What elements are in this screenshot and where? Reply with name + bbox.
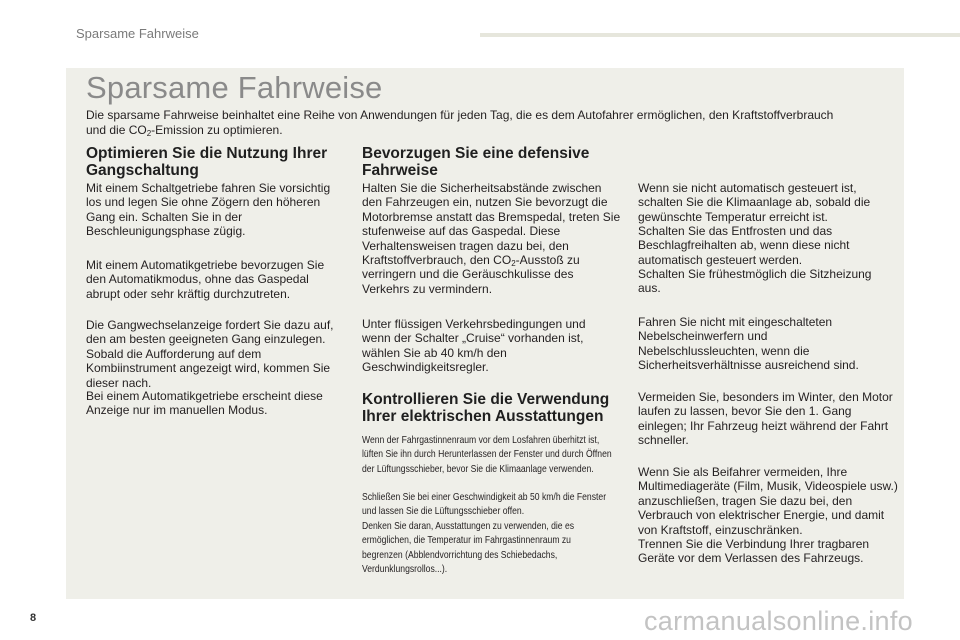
col3-paragraph-1a: Wenn sie nicht automatisch gesteuert ist, schalten Sie die Klimaanlage ab, sobald die gewünschte Temperatur erreicht ist. bbox=[638, 181, 871, 224]
col2-p1-post: -Ausstoß zu verringern und die Geräuschkulisse des Verkehrs zu vermindern. bbox=[362, 253, 580, 296]
intro-line1: Die sparsame Fahrweise beinhaltet eine Reihe von Anwendungen für jeden Tag, die es dem Autofahrer ermöglichen, den Kraftstoffverbrauch bbox=[86, 108, 834, 122]
heading-defensive-fahrweise: Bevorzugen Sie eine defensive Fahrweise bbox=[362, 145, 590, 179]
col2-p1-pre: Halten Sie die Sicherheitsabstände zwischen den Fahrzeugen ein, nutzen Sie bevorzugt die Motorbremse anstatt das Bremspedal, treten Sie stufenweise auf das Gaspedal. Diese Verhaltensweisen tragen dazu bei, den Kraftstoffverbrauch, den CO bbox=[362, 181, 621, 268]
col1-paragraph-2: Mit einem Automatikgetriebe bevorzugen Sie den Automatikmodus, ohne das Gaspedal abrupt oder sehr kräftig durchzutreten. bbox=[86, 258, 325, 301]
col2-paragraph-2: Unter flüssigen Verkehrsbedingungen und wenn der Schalter „Cruise“ vorhanden ist, wählen Sie ab 40 km/h den Geschwindigkeitsregler. bbox=[362, 317, 586, 375]
col2-paragraph-3a: Wenn der Fahrgastinnenraum vor dem Losfahren überhitzt ist, lüften Sie ihn durch Herunterlassen der Fenster und durch Öffnen der Lüftungsschieber, bevor Sie die Klimaanlage verwenden. bbox=[362, 434, 612, 475]
header-rule bbox=[480, 33, 960, 37]
intro-paragraph bbox=[86, 108, 886, 138]
col2-paragraph-1 bbox=[362, 181, 624, 296]
col2-p1-subscript: 2 bbox=[511, 259, 516, 269]
col3-paragraph-2: Fahren Sie nicht mit eingeschalteten Nebelscheinwerfern und Nebelschlussleuchten, wenn die Sicherheitsverhältnisse ausreichend sind. bbox=[638, 315, 859, 373]
col1-paragraph-3b: Bei einem Automatikgetriebe erscheint diese Anzeige nur im manuellen Modus. bbox=[86, 389, 323, 418]
col3-paragraph-1b: Schalten Sie das Entfrosten und das Beschlagfreihalten ab, wenn diese nicht automatisch gesteuert werden. bbox=[638, 224, 850, 267]
intro-subscript: 2 bbox=[146, 129, 152, 138]
col2-paragraph-3b: Schließen Sie bei einer Geschwindigkeit ab 50 km/h die Fenster und lassen Sie die Lüftungsschieber offen. bbox=[362, 491, 607, 518]
col3-paragraph-1c: Schalten Sie frühestmöglich die Sitzheizung aus. bbox=[638, 267, 872, 296]
col3-paragraph-4b: Trennen Sie die Verbindung Ihrer tragbaren Geräte vor dem Verlassen des Fahrzeugs. bbox=[638, 537, 870, 566]
col3-paragraph-3: Vermeiden Sie, besonders im Winter, den Motor laufen zu lassen, bevor Sie den 1. Gang einlegen; Ihr Fahrzeug heizt während der Fahrt schneller. bbox=[638, 390, 893, 448]
col3-paragraph-4a: Wenn Sie als Beifahrer vermeiden, Ihre Multimediageräte (Film, Musik, Videospiele usw.) anzuschließen, tragen Sie dazu bei, den Verbrauch von elektrischer Energie, und damit von Kraftstoff, einzuschränken. bbox=[638, 465, 898, 537]
col1-paragraph-1: Mit einem Schaltgetriebe fahren Sie vorsichtig los und legen Sie ohne Zögern den höheren Gang ein. Schalten Sie in der Beschleunigungsphase zügig. bbox=[86, 181, 331, 239]
heading-elektrische-ausstattungen: Kontrollieren Sie die Verwendung Ihrer elektrischen Ausstattungen bbox=[362, 391, 610, 425]
intro-line2-post: -Emission zu optimieren. bbox=[151, 123, 283, 137]
heading-gangschaltung: Optimieren Sie die Nutzung Ihrer Gangschaltung bbox=[86, 145, 328, 179]
watermark: carmanualsonline.info bbox=[644, 606, 913, 636]
col2-paragraph-3c: Denken Sie daran, Ausstattungen zu verwenden, die es ermöglichen, die Temperatur im Fahrgastinnenraum zu begrenzen (Abblendvorrichtung des Schiebedachs, Verdunklungsrollos...). bbox=[362, 520, 575, 575]
page-title: Sparsame Fahrweise bbox=[86, 70, 383, 105]
intro-line2-pre: und die CO bbox=[86, 123, 147, 137]
col1-paragraph-3a: Die Gangwechselanzeige fordert Sie dazu auf, den am besten geeigneten Gang einzulegen. Sobald die Aufforderung auf dem Kombiinstrument angezeigt wird, kommen Sie dieser nach. bbox=[86, 318, 334, 390]
page-number: 8 bbox=[30, 612, 37, 624]
running-header: Sparsame Fahrweise bbox=[76, 26, 199, 41]
